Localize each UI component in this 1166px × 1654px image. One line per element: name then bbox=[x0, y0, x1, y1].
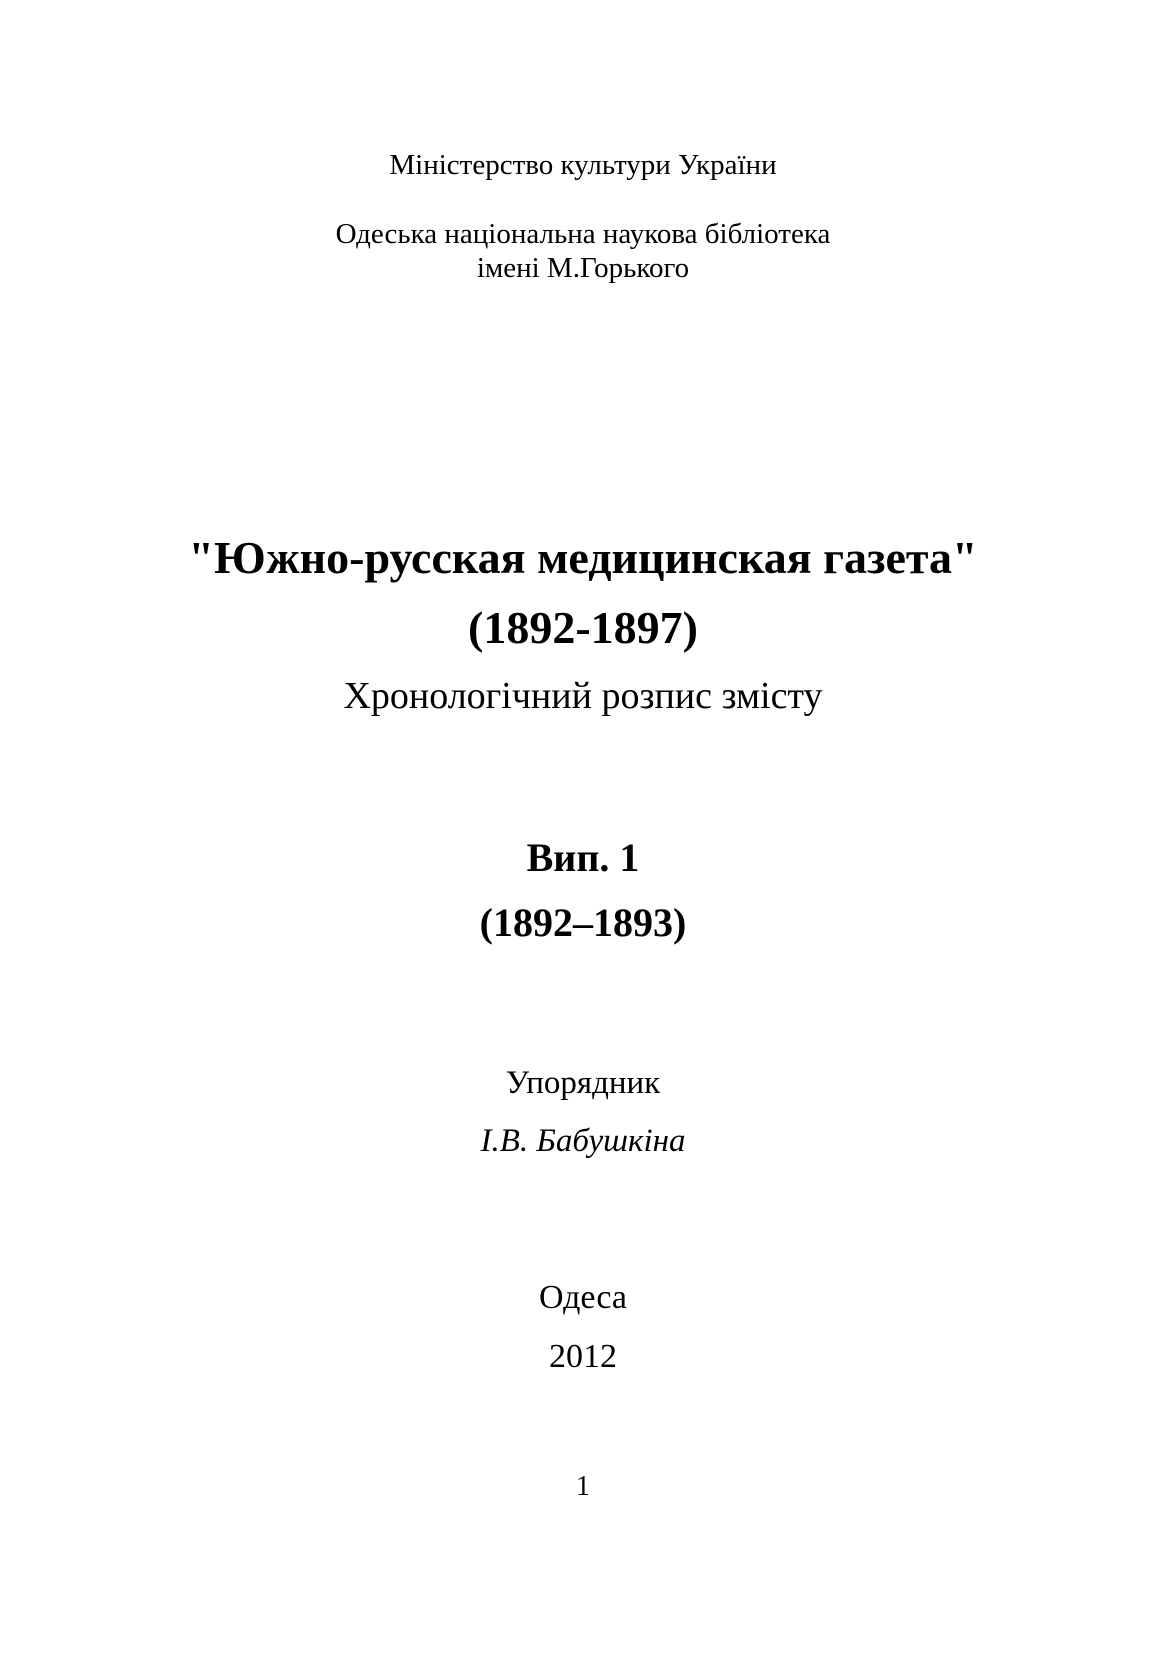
library-name: Одеська національна наукова бібліотека bbox=[335, 218, 831, 250]
publication-title: "Южно-русская медицинская газета" bbox=[188, 532, 978, 583]
issue-label: Вип. 1 bbox=[526, 835, 640, 880]
issue-years: (1892–1893) bbox=[479, 900, 687, 945]
imprint-city: Одеса bbox=[539, 1279, 627, 1316]
imprint-year: 2012 bbox=[549, 1338, 617, 1375]
publication-years: (1892-1897) bbox=[468, 602, 698, 653]
compiler-label: Упорядник bbox=[505, 1065, 661, 1101]
ministry-name: Міністерство культури України bbox=[389, 149, 777, 181]
library-name-continued: імені М.Горького bbox=[476, 252, 690, 284]
publication-subtitle: Хронологічний розпис змісту bbox=[343, 675, 823, 717]
compiler-name: І.В. Бабушкіна bbox=[480, 1123, 686, 1159]
page-number: 1 bbox=[576, 1471, 590, 1502]
